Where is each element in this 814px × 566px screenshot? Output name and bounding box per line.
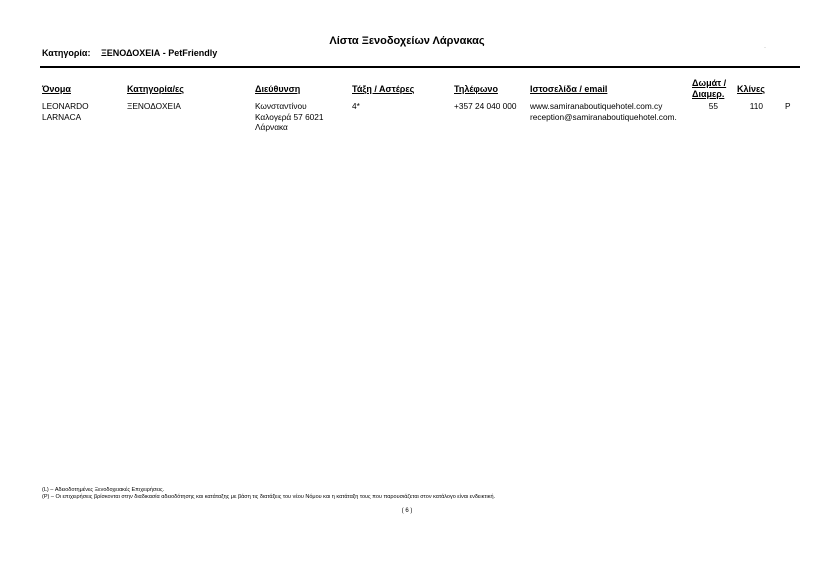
- column-header-rooms-line2: Διαμερ.: [692, 89, 725, 99]
- cell-website-url: www.samiranaboutiquehotel.com.cy: [530, 101, 663, 111]
- cell-rooms: 55: [708, 101, 718, 111]
- column-header-phone: Τηλέφωνο: [454, 84, 498, 94]
- column-header-beds: Κλίνες: [737, 84, 765, 94]
- footnote-p: (P) – Οι επιχειρήσεις βρίσκονται στην διαδικασία αδειοδότησης και κατάταξης με βάση τις διατάξεις του νέου Νόμου και η κατάταξη τους που παρουσιάζεται στον κατάλογο είναι ενδεικτική.: [42, 494, 496, 500]
- cell-name: [42, 101, 89, 122]
- cell-phone: +357 24 040 000: [454, 101, 517, 111]
- column-header-rooms-line1: Δωμάτ /: [692, 78, 727, 88]
- category-line: [42, 48, 217, 58]
- cell-email: reception@samiranaboutiquehotel.com.: [530, 111, 677, 122]
- cell-address-line3: Λάρνακα: [255, 122, 288, 132]
- column-header-class: Τάξη / Αστέρες: [352, 84, 415, 94]
- category-label: Κατηγορία:: [42, 48, 91, 58]
- cell-name-line1: LEONARDO: [42, 101, 89, 111]
- column-header-website: Ιστοσελίδα / email: [530, 84, 608, 94]
- column-header-address: Διεύθυνση: [255, 84, 301, 94]
- cell-website: [530, 101, 677, 122]
- cell-flag: P: [785, 101, 791, 111]
- cell-category: ΞΕΝΟΔΟΧΕΙΑ: [127, 101, 181, 111]
- column-header-rooms: [692, 78, 726, 100]
- corner-mark: ·: [764, 45, 766, 51]
- cell-address-line2: Καλογερά 57 6021: [255, 111, 324, 122]
- cell-beds: 110: [749, 101, 763, 111]
- page-title: Λίστα Ξενοδοχείων Λάρνακας: [329, 35, 485, 47]
- header-divider: [40, 66, 800, 68]
- cell-address-line1: Κωνσταντίνου: [255, 101, 307, 111]
- footnote-l: (L) – Αδειοδοτημένες Ξενοδοχειακές Επιχειρήσεις.: [42, 487, 165, 493]
- cell-address: [255, 101, 324, 133]
- page-number: ( 6 ): [401, 508, 413, 514]
- column-header-categories: Κατηγορία/ες: [127, 84, 184, 94]
- column-header-name: Όνομα: [42, 84, 71, 94]
- cell-name-line2: LARNACA: [42, 111, 82, 122]
- category-value: ΞΕΝΟΔΟΧΕΙΑ - PetFriendly: [100, 48, 218, 58]
- cell-class: 4*: [352, 101, 360, 111]
